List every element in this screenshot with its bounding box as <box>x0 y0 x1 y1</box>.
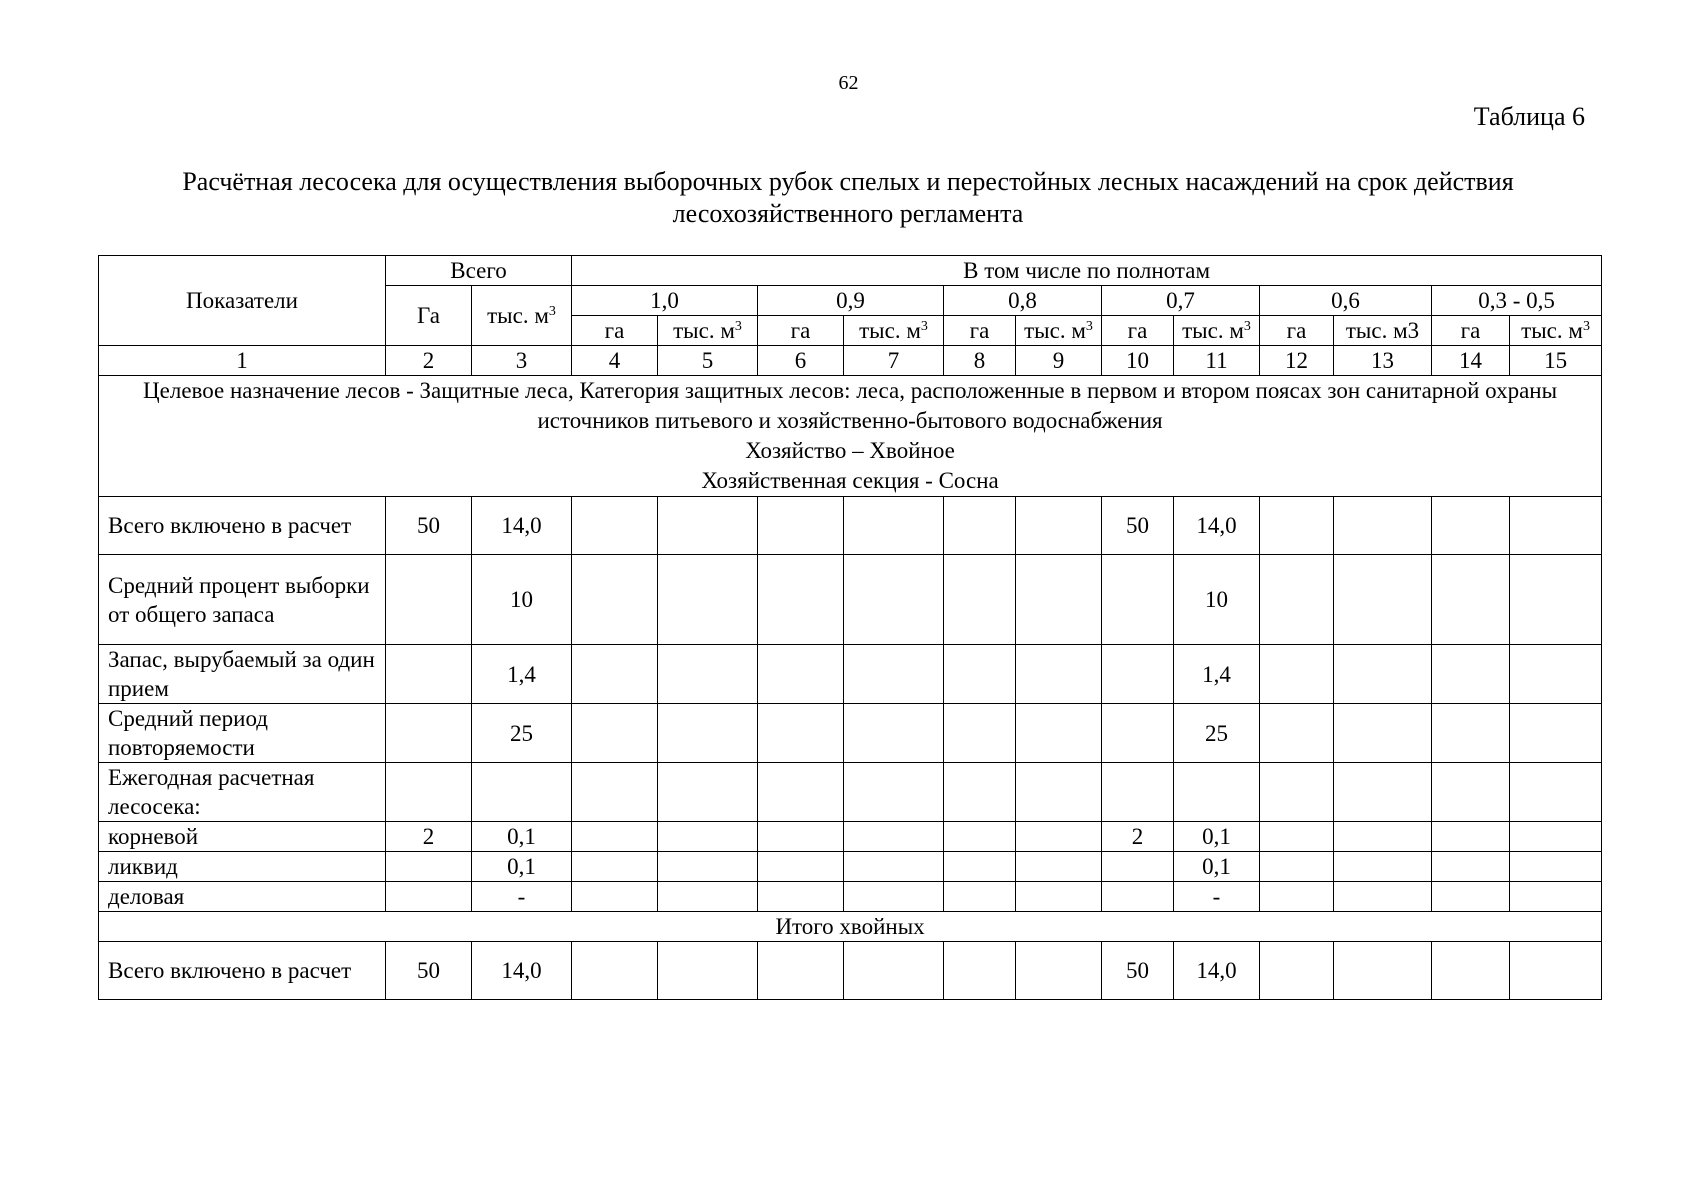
allowable-cut-table <box>98 255 1602 1000</box>
table-cell <box>1432 822 1510 852</box>
table-cell <box>1260 555 1334 645</box>
column-number: 15 <box>1510 346 1602 376</box>
column-number: 2 <box>386 346 472 376</box>
table-cell <box>1510 704 1602 763</box>
table-cell <box>758 497 844 555</box>
table-cell <box>572 555 658 645</box>
table-cell <box>944 704 1016 763</box>
table-cell <box>658 497 758 555</box>
table-cell <box>1102 704 1174 763</box>
section-economic-section: Хозяйственная секция - Сосна <box>701 468 999 493</box>
table-cell: - <box>472 882 572 912</box>
table-cell: 2 <box>1102 822 1174 852</box>
table-cell <box>1260 645 1334 704</box>
table-row <box>99 882 1602 912</box>
table-cell <box>844 852 944 882</box>
table-cell: 0,1 <box>472 852 572 882</box>
table-cell <box>1102 852 1174 882</box>
table-row <box>99 763 1602 822</box>
header-volume: тыс. $м^3$ <box>658 316 758 346</box>
header-volume: тыс. $м^3$ <box>844 316 944 346</box>
column-number: 5 <box>658 346 758 376</box>
table-row <box>99 645 1602 704</box>
table-cell <box>1016 763 1102 822</box>
table-cell <box>944 942 1016 1000</box>
table-cell: 0,1 <box>1174 822 1260 852</box>
page-number: 62 <box>838 72 859 94</box>
table-row <box>99 852 1602 882</box>
table-cell: 14,0 <box>472 942 572 1000</box>
header-volume: тыс. $м^3$ <box>1510 316 1602 346</box>
header-volume: тыс. $м^3$ <box>1016 316 1102 346</box>
table-cell <box>1260 942 1334 1000</box>
table-cell <box>944 497 1016 555</box>
header-density-0-7: 0,7 <box>1102 286 1260 316</box>
table-cell <box>844 704 944 763</box>
table-row <box>99 497 1602 555</box>
table-cell <box>944 763 1016 822</box>
table-cell <box>658 645 758 704</box>
section-purpose: Целевое назначение лесов - Защитные леса, Категория защитных лесов: леса, расположенные в первом и втором поясах зон санитарной охраны источников питьевого и хозяйственно-бытового водоснабжения <box>143 378 1558 433</box>
table-cell <box>386 763 472 822</box>
table-cell <box>386 645 472 704</box>
column-number: 7 <box>844 346 944 376</box>
table-cell <box>1510 822 1602 852</box>
table-cell: - <box>1174 882 1260 912</box>
table-cell <box>1432 497 1510 555</box>
table-cell <box>386 555 472 645</box>
table-cell: 14,0 <box>1174 942 1260 1000</box>
header-including: В том числе по полнотам <box>572 256 1602 286</box>
column-number: 3 <box>472 346 572 376</box>
table-cell: 50 <box>1102 942 1174 1000</box>
table-cell: 2 <box>386 822 472 852</box>
table-cell <box>658 942 758 1000</box>
row-label: корневой <box>99 822 386 852</box>
table-cell <box>758 555 844 645</box>
table-cell <box>1102 645 1174 704</box>
table-cell <box>1016 942 1102 1000</box>
section-farm: Хозяйство – Хвойное <box>745 438 955 463</box>
document-title <box>98 166 1598 230</box>
column-number: 14 <box>1432 346 1510 376</box>
table-cell <box>1174 763 1260 822</box>
section-row <box>99 376 1602 497</box>
table-cell <box>1334 555 1432 645</box>
table-cell <box>572 882 658 912</box>
table-cell <box>572 497 658 555</box>
table-cell <box>1102 555 1174 645</box>
table-cell: 50 <box>386 942 472 1000</box>
table-cell: 50 <box>1102 497 1174 555</box>
table-cell <box>1260 882 1334 912</box>
table-cell <box>386 852 472 882</box>
table-cell <box>758 852 844 882</box>
table-cell <box>1016 645 1102 704</box>
column-number: 12 <box>1260 346 1334 376</box>
header-ha: га <box>1102 316 1174 346</box>
header-density-0-8: 0,8 <box>944 286 1102 316</box>
table-cell <box>1334 942 1432 1000</box>
table-cell <box>572 942 658 1000</box>
table-cell <box>1016 882 1102 912</box>
header-ha: га <box>758 316 844 346</box>
column-number: 11 <box>1174 346 1260 376</box>
table-cell <box>1510 555 1602 645</box>
table-cell <box>472 763 572 822</box>
table-cell <box>1016 497 1102 555</box>
section-heading <box>99 376 1602 497</box>
table-row <box>99 704 1602 763</box>
table-cell <box>1334 704 1432 763</box>
column-numbers-row <box>99 346 1602 376</box>
table-row <box>99 555 1602 645</box>
table-cell: 0,1 <box>1174 852 1260 882</box>
column-number: 9 <box>1016 346 1102 376</box>
table-cell <box>658 822 758 852</box>
header-indicators: Показатели <box>99 256 386 346</box>
table-cell <box>1432 763 1510 822</box>
header-ha: га <box>1432 316 1510 346</box>
table-cell <box>572 763 658 822</box>
header-ha: га <box>944 316 1016 346</box>
table-cell <box>758 704 844 763</box>
table-cell <box>944 852 1016 882</box>
table-cell <box>758 763 844 822</box>
table-cell <box>1510 942 1602 1000</box>
table-cell <box>944 645 1016 704</box>
table-cell <box>572 704 658 763</box>
header-ha: га <box>1260 316 1334 346</box>
table-cell <box>1432 555 1510 645</box>
title-line-2: лесохозяйственного регламента <box>672 199 1024 228</box>
subtotal-heading: Итого хвойных <box>99 912 1602 942</box>
row-label: Ежегодная расчетная лесосека: <box>99 763 386 822</box>
table-cell <box>1102 763 1174 822</box>
table-cell <box>1260 763 1334 822</box>
table-cell <box>758 882 844 912</box>
table-cell: 14,0 <box>1174 497 1260 555</box>
row-label: деловая <box>99 882 386 912</box>
row-label: Всего включено в расчет <box>99 942 386 1000</box>
header-total-ha: Га <box>386 286 472 346</box>
row-label: Всего включено в расчет <box>99 497 386 555</box>
column-number: 10 <box>1102 346 1174 376</box>
table-cell <box>1432 882 1510 912</box>
table-cell <box>758 645 844 704</box>
table-cell: 14,0 <box>472 497 572 555</box>
column-number: 4 <box>572 346 658 376</box>
table-cell: 0,1 <box>472 822 572 852</box>
table-cell <box>1432 942 1510 1000</box>
table-cell <box>844 497 944 555</box>
row-label: ликвид <box>99 852 386 882</box>
table-cell <box>1432 645 1510 704</box>
row-label: Средний период повторяемости <box>99 704 386 763</box>
header-volume: тыс. м3 <box>1334 316 1432 346</box>
column-number: 6 <box>758 346 844 376</box>
subtotal-section-row <box>99 912 1602 942</box>
table-cell <box>1510 882 1602 912</box>
row-label: Средний процент выборки от общего запаса <box>99 555 386 645</box>
table-cell <box>758 942 844 1000</box>
table-cell: 10 <box>1174 555 1260 645</box>
header-total: Всего <box>386 256 572 286</box>
header-total-volume: тыс. $м^3$ <box>472 286 572 346</box>
table-cell <box>844 822 944 852</box>
table-cell <box>386 704 472 763</box>
table-label: Таблица 6 <box>1473 102 1585 131</box>
table-row <box>99 822 1602 852</box>
table-cell: 1,4 <box>472 645 572 704</box>
table-cell: 50 <box>386 497 472 555</box>
table-cell <box>1334 882 1432 912</box>
table-cell <box>844 555 944 645</box>
table-cell: 1,4 <box>1174 645 1260 704</box>
table-cell <box>844 763 944 822</box>
table-cell <box>658 763 758 822</box>
table-cell <box>944 822 1016 852</box>
row-label: Запас, вырубаемый за один прием <box>99 645 386 704</box>
header-density-0-3-0-5: 0,3 - 0,5 <box>1432 286 1602 316</box>
header-density-0-9: 0,9 <box>758 286 944 316</box>
table-cell: 10 <box>472 555 572 645</box>
table-cell <box>758 822 844 852</box>
title-line-1: Расчётная лесосека для осуществления выборочных рубок спелых и перестойных лесных насаждений на срок действия <box>182 167 1514 196</box>
table-cell <box>1016 822 1102 852</box>
header-density-0-6: 0,6 <box>1260 286 1432 316</box>
table-cell <box>1260 822 1334 852</box>
column-number: 1 <box>99 346 386 376</box>
table-cell <box>1334 822 1432 852</box>
table-cell <box>944 555 1016 645</box>
table-cell <box>1260 852 1334 882</box>
column-number: 8 <box>944 346 1016 376</box>
table-cell <box>1016 704 1102 763</box>
table-cell <box>1432 704 1510 763</box>
table-cell <box>1510 852 1602 882</box>
table-cell <box>844 645 944 704</box>
table-cell <box>658 852 758 882</box>
table-cell <box>572 822 658 852</box>
table-cell <box>1334 497 1432 555</box>
table-cell <box>658 704 758 763</box>
table-cell <box>944 882 1016 912</box>
table-cell <box>658 882 758 912</box>
table-cell <box>1432 852 1510 882</box>
table-cell <box>1260 704 1334 763</box>
table-cell <box>1016 852 1102 882</box>
table-cell <box>1334 852 1432 882</box>
table-cell <box>572 645 658 704</box>
table-cell: 25 <box>472 704 572 763</box>
table-cell: 25 <box>1174 704 1260 763</box>
table-cell <box>844 882 944 912</box>
header-row-1 <box>99 256 1602 286</box>
header-density-1-0: 1,0 <box>572 286 758 316</box>
header-volume: тыс. $м^3$ <box>1174 316 1260 346</box>
table-cell <box>572 852 658 882</box>
table-cell <box>844 942 944 1000</box>
table-cell <box>1510 497 1602 555</box>
table-cell <box>386 882 472 912</box>
table-cell <box>1334 645 1432 704</box>
table-cell <box>1510 763 1602 822</box>
table-cell <box>1334 763 1432 822</box>
table-cell <box>1260 497 1334 555</box>
column-number: 13 <box>1334 346 1432 376</box>
table-cell <box>1510 645 1602 704</box>
table-cell <box>658 555 758 645</box>
header-ha: га <box>572 316 658 346</box>
table-cell <box>1102 882 1174 912</box>
table-cell <box>1016 555 1102 645</box>
table-row <box>99 942 1602 1000</box>
